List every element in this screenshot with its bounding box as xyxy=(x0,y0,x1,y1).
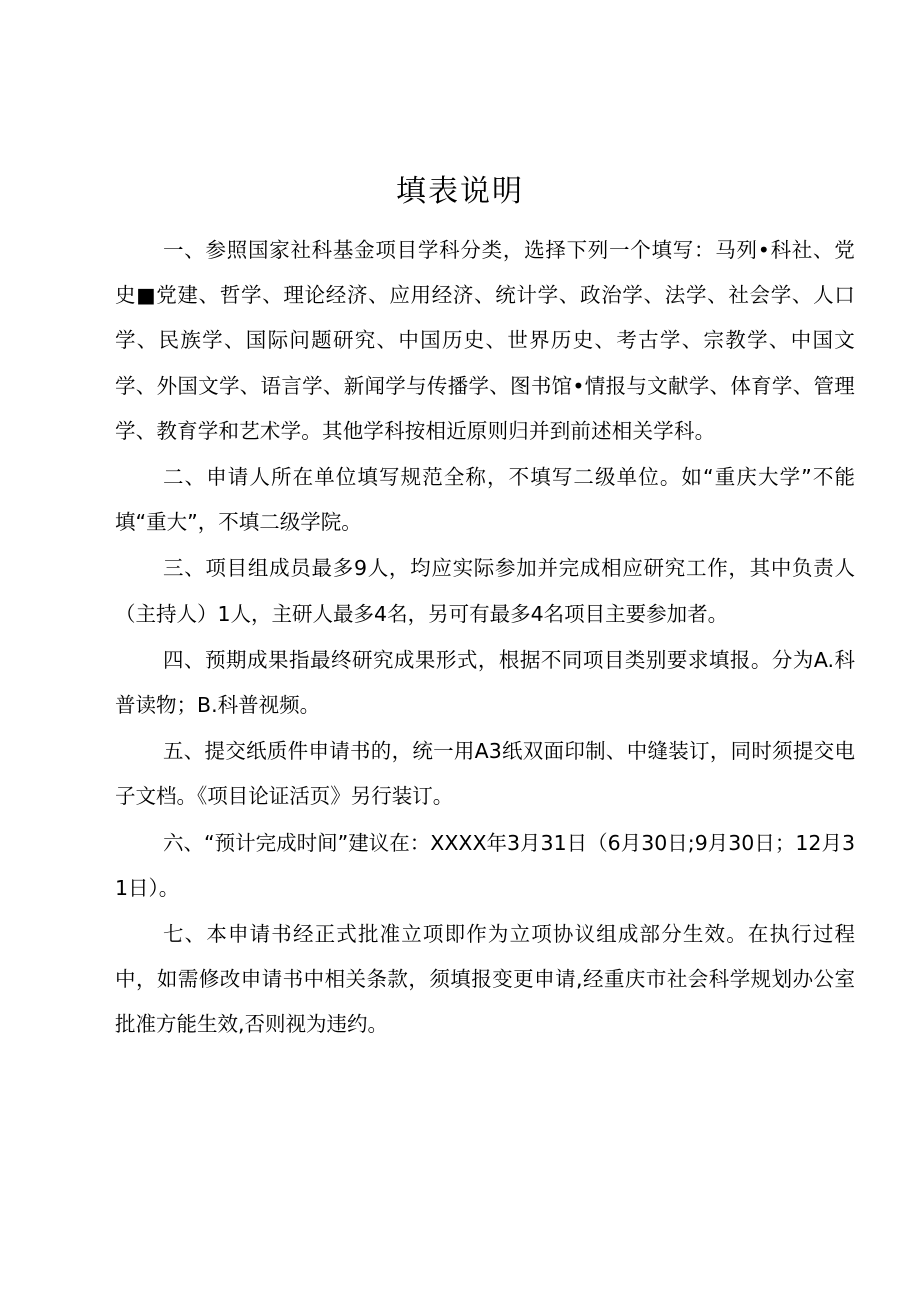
instruction-paragraph-5: 五、提交纸质件申请书的，统一用A3纸双面印制、中缝装订，同时须提交电子文档。《项目论证活页》另行装订。 xyxy=(115,739,855,809)
instruction-paragraph-1: 一、参照国家社科基金项目学科分类，选择下列一个填写：马列•科社、党史■党建、哲学、理论经济、应用经济、统计学、政治学、法学、社会学、人口学、民族学、国际问题研究、中国历史、世界历史、考古学、宗教学、中国文学、外国文学、语言学、新闻学与传播学、图书馆•情报与文献学、体育学、管理学、教育学和艺术学。其他学科按相近原则归并到前述相关学科。 xyxy=(115,238,855,443)
page-title: 填表说明 xyxy=(396,174,524,209)
instructions-body xyxy=(115,228,855,1049)
instruction-paragraph-4: 四、预期成果指最终研究成果形式，根据不同项目类别要求填报。分为A.科普读物；B.科普视频。 xyxy=(115,647,855,718)
instruction-paragraph-2: 二、申请人所在单位填写规范全称，不填写二级单位。如“重庆大学”不能填“重大”，不填二级学院。 xyxy=(115,465,855,535)
instruction-paragraph-3: 三、项目组成员最多9人，均应实际参加并完成相应研究工作，其中负责人（主持人）1人，主研人最多4名，另可有最多4名项目主要参加者。 xyxy=(115,556,855,626)
instruction-paragraph-7: 七、本申请书经正式批准立项即作为立项协议组成部分生效。在执行过程中，如需修改申请书中相关条款，须填报变更申请,经重庆市社会科学规划办公室批准方能生效,否则视为违约。 xyxy=(115,922,855,1037)
instruction-paragraph-6: 六、“预计完成时间”建议在：XXXX年3月31日（6月30日;9月30日；12月31日）。 xyxy=(115,830,855,900)
